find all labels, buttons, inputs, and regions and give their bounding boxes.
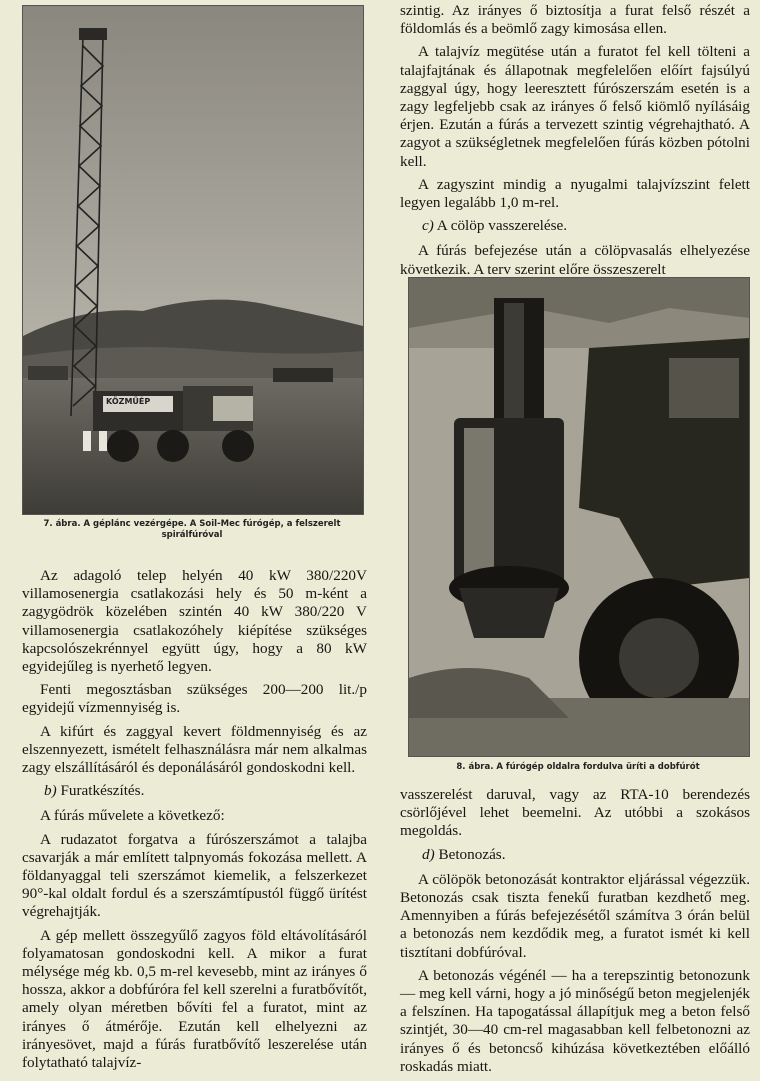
paragraph: vasszerelést daruval, vagy az RTA-10 berendezés csörlőjével lehet beemelni. Az utóbbi a szokásos megoldás.	[400, 786, 750, 840]
left-column	[22, 567, 367, 1077]
paragraph: A fúrás művelete a következő:	[40, 807, 225, 825]
figure-7-caption-line2: spirálfúróval	[161, 530, 223, 540]
figure-8-photo	[408, 277, 750, 757]
section-d-heading	[400, 846, 750, 864]
section-b-title: Furatkészítés.	[60, 782, 145, 800]
section-c-title: A cölöp vasszerelése.	[436, 217, 568, 235]
paragraph: A zagyszint mindig a nyugalmi talajvízszint felett legyen legalább 1,0 m-rel.	[400, 175, 750, 212]
paragraph: A betonozás végénél — ha a terepszintig betonozunk — meg kell várni, hogy a jó minőségű beton megjelenjék a felszínen. Ha tapogatással állapítjuk meg a beton felső szintjét, 30—40 cm-rel magasabban kell felbetonozni az irányes ő és betoncső kihúzása következtében előálló roskadás miatt.	[400, 966, 750, 1075]
machine-lettering: KÖZMŰÉP	[106, 397, 151, 406]
section-d-title: Betonozás.	[438, 845, 506, 863]
right-column-bottom	[400, 786, 750, 1081]
paragraph: A fúrás befejezése után a cölöpvasalás elhelyezése következik. A terv szerint előre összeszerelt	[400, 242, 750, 278]
figure-7-photo	[22, 5, 364, 515]
paragraph: A rudazatot forgatva a fúrószerszámot a talajba csavarják a már említett talpnyomás fokozása mellett. A földanyaggal teli szerszámot kiemelik, a felszerkezet 90°-kal oldalt fordul és a szerszámtípustól függő ürítést végrehajtják.	[22, 830, 367, 921]
paragraph: A kifúrt és zaggyal kevert földmennyiség és az elszennyezett, ismételt felhasználásra már nem alkalmas zagy elszállításáról és deponálásáról gondoskodni kell.	[22, 722, 367, 777]
paragraph: Az adagoló telep helyén 40 kW 380/220V villamosenergia csatlakozási hely és 50 m-ként a zagygödrök közelében szintén 40 kW 380/220 V villamosenergia csatlakozóhely kiépítése szükséges kapcsolószekrénnyel együtt úgy, hogy a 80 kW egyidejűleg is nyerhető legyen.	[22, 567, 367, 676]
paragraph: A gép mellett összegyűlő zagyos föld eltávolításáról folyamatosan gondoskodni kell. A mikor a furat mélysége még kb. 0,5 m-rel kevesebb, mint az irányes ő hossza, akkor a dobfúróra fel kell szerelni a furatbővítőt, amely olyan méretben bővíti fel a furatot, mint az irányes ő átmérője. Ezután kell elhelyezni az irányesövet, majd a fúrás furatbővítő leszerelése után folytatható talajvíz-	[22, 926, 367, 1072]
section-c-marker: c)	[422, 217, 434, 235]
section-b-marker: b)	[44, 782, 57, 800]
section-b-heading	[22, 782, 367, 800]
figure-8-caption: 8. ábra. A fúrógép oldalra fordulva üríti a dobfúrót	[456, 762, 700, 772]
figure-7-caption-line1: 7. ábra. A géplánc vezérgépe. A Soil-Mec fúrógép, a felszerelt	[43, 519, 341, 529]
figure-7-caption	[22, 519, 362, 541]
paragraph: A cölöpök betonozását kontraktor eljárással végezzük. Betonozás csak tiszta fenekű furatban kezdhető meg. Amennyiben a fúrás befejezésétől számítva 3 órán belül a betonozás nem kezdődik meg, a furatot ismét ki kell tisztítani dobfúróval.	[400, 870, 750, 961]
paragraph: A talajvíz megütése után a furatot fel kell tölteni a talajfajtának és állapotnak megfelelően előírt fajsúlyú zaggyal úgy, hogy leeresztett fúrószerszám esetén is a zagy legfeljebb csak az irányes ő felső kiömlő nyílásáig érjen. Ezután a fúrás a tervezett szintig végrehajtható. A zagyot a szükségletnek megfelelően fúrás közben pótolni kell.	[400, 43, 750, 170]
paragraph: szintig. Az irányes ő biztosítja a furat felső részét a földomlás és a beömlő zagy kimosása ellen.	[400, 2, 750, 38]
paragraph: Fenti megosztásban szükséges 200—200 lit./p egyidejű vízmennyiség is.	[22, 681, 367, 717]
section-d-marker: d)	[422, 845, 435, 863]
right-column-top	[400, 2, 750, 284]
section-c-heading	[400, 217, 750, 235]
